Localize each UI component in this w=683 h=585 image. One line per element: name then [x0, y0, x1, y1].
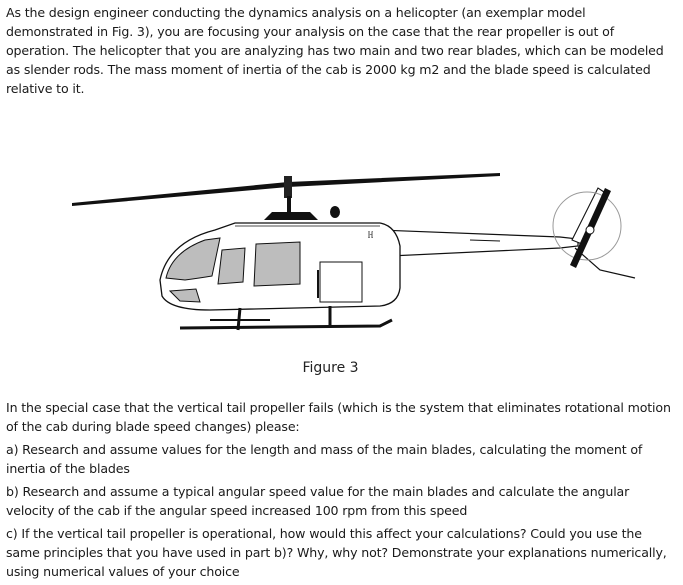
intro-line: As the design engineer conducting the dynamics analysis on a helicopter (an exemplar model — [6, 5, 586, 20]
helicopter-drawing — [0, 160, 683, 350]
side-window-rear — [254, 242, 300, 286]
figure-caption-text: Figure 3 — [302, 360, 359, 376]
figure-caption — [0, 360, 683, 376]
tail-boom — [380, 230, 578, 256]
intro-line: as slender rods. The mass moment of inertia of the cab is 2000 kg m2 and the blade speed is calculated — [6, 62, 651, 77]
tail-rotor-hub — [586, 226, 594, 234]
part-c-line: c) If the vertical tail propeller is operational, how would this affect your calculations? Could you use the — [6, 526, 642, 541]
question-intro-line: of the cab during blade speed changes) please: — [6, 419, 300, 434]
part-a-line: a) Research and assume values for the length and mass of the main blades, calculating the moment of — [6, 442, 643, 457]
side-window-front — [218, 248, 245, 284]
engine-cowling — [264, 212, 318, 220]
problem-intro — [6, 3, 681, 98]
tail-skid — [575, 248, 635, 278]
part-c-line: using numerical values of your choice — [6, 564, 240, 579]
part-b-line: b) Research and assume a typical angular speed value for the main blades and calculate the angular — [6, 484, 630, 499]
intro-line: operation. The helicopter that you are analyzing has two main and two rear blades, which can be modeled — [6, 43, 664, 58]
cab-label: ℍ — [368, 231, 374, 241]
part-a-line: inertia of the blades — [6, 461, 130, 476]
intro-line: demonstrated in Fig. 3), you are focusing your analysis on the case that the rear propeller is out of — [6, 24, 614, 39]
intro-line: relative to it. — [6, 81, 85, 96]
question-intro-line: In the special case that the vertical tail propeller fails (which is the system that eliminates rotational motion — [6, 400, 671, 415]
helicopter-figure — [0, 160, 683, 350]
problem-questions — [6, 398, 681, 581]
exhaust — [330, 206, 340, 218]
part-b-line: velocity of the cab if the angular speed increased 100 rpm from this speed — [6, 503, 468, 518]
part-c-line: same principles that you have used in part b)? Why, why not? Demonstrate your explanations numerically, — [6, 545, 667, 560]
landing-skid — [180, 320, 392, 328]
rotor-hub — [284, 176, 292, 198]
